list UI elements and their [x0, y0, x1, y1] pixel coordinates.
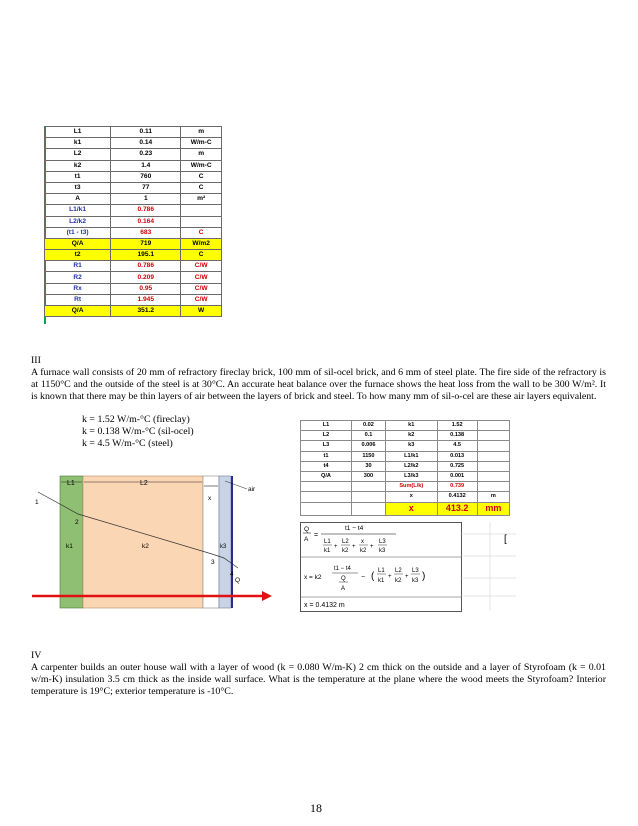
sheet1-cell-label: Rt	[45, 294, 111, 305]
sheet1-cell-value: 719	[111, 238, 181, 249]
sheet2-cell-c: k1	[385, 421, 437, 431]
furnace-wall-diagram	[30, 466, 295, 611]
sheet2-cell-e	[477, 441, 509, 451]
sheet1-cell-unit: C/W	[181, 294, 222, 305]
sheet1-cell-value: 1	[111, 194, 181, 205]
k-steel: k = 4.5 W/m-°C (steel)	[82, 438, 173, 449]
sheet1-cell-label: A	[45, 194, 111, 205]
sheet1-cell-label: L1	[45, 127, 111, 138]
sheet1-cell-value: 683	[111, 227, 181, 238]
sheet1-row	[45, 171, 222, 182]
formula-result: x = 0.4132 m	[304, 602, 345, 609]
sheet1-cell-unit: C/W	[181, 261, 222, 272]
svg-text:+: +	[334, 544, 338, 550]
result-label: x	[385, 502, 437, 515]
problem-4-heading: IV	[31, 650, 42, 661]
sheet1-cell-label: R1	[45, 261, 111, 272]
sheet1-cell-unit: m	[181, 149, 222, 160]
sheet1-row	[45, 306, 222, 317]
equivalent-thickness-formula	[300, 522, 462, 612]
sheet2-cell-e	[477, 461, 509, 471]
formula-a: A	[304, 536, 309, 543]
sheet1-cell-value: 0.209	[111, 272, 181, 283]
sheet1-row	[45, 250, 222, 261]
sheet2-cell-b: 30	[351, 461, 385, 471]
label-l2: L2	[140, 480, 148, 487]
sheet1-cell-unit: m²	[181, 194, 222, 205]
problem-3-heading: III	[31, 355, 41, 366]
label-air: air	[248, 486, 256, 493]
sheet2-cell-d: 0.001	[437, 471, 477, 481]
label-k1: k1	[66, 543, 73, 550]
sheet2-row	[301, 471, 510, 481]
sheet1-cell-value: 760	[111, 171, 181, 182]
label-k3: k3	[220, 544, 227, 550]
sheet2-cell-b: 0.02	[351, 421, 385, 431]
sheet2-cell-a	[301, 492, 352, 502]
empty-grid-cells	[460, 522, 516, 610]
sheet2-cell-a: L1	[301, 421, 352, 431]
sheet1-cell-unit: C	[181, 171, 222, 182]
term-k2b: k2	[360, 548, 367, 554]
sheet1-cell-unit: W/m-C	[181, 160, 222, 171]
page-number: 18	[310, 801, 322, 815]
sheet2-cell-d: 0.138	[437, 431, 477, 441]
label-l1: L1	[67, 480, 75, 487]
label-k2: k2	[142, 543, 149, 550]
sheet1-cell-unit	[181, 205, 222, 216]
sheet1-row	[45, 138, 222, 149]
sheet1-cell-label: L2/k2	[45, 216, 111, 227]
sheet1-cell-label: k1	[45, 138, 111, 149]
silocel-layer	[83, 476, 203, 608]
sheet2-cell-c: k2	[385, 431, 437, 441]
sheet2-cell-e	[477, 431, 509, 441]
furnace-spreadsheet-2	[300, 420, 510, 516]
sheet1-cell-unit: C	[181, 182, 222, 193]
svg-text:−: −	[361, 574, 366, 581]
term-L3: L3	[379, 539, 386, 545]
sheet1-cell-label: t1	[45, 171, 111, 182]
sheet2-row	[301, 451, 510, 461]
sheet1-cell-value: 1.945	[111, 294, 181, 305]
sheet1-row	[45, 294, 222, 305]
sheet2-cell-b	[351, 482, 385, 492]
sheet1-cell-label: (t1 - t3)	[45, 227, 111, 238]
formula-a2: A	[341, 586, 346, 592]
sheet2-cell-d: 0.013	[437, 451, 477, 461]
sheet2-cell-a: L3	[301, 441, 352, 451]
svg-text:): )	[422, 571, 426, 582]
k-silocel: k = 0.138 W/m-°C (sil-ocel)	[82, 426, 194, 437]
svg-text:+: +	[388, 574, 392, 580]
sheet1-row	[45, 216, 222, 227]
sheet1-row	[45, 238, 222, 249]
sheet2-cell-d: 1.52	[437, 421, 477, 431]
formula-numerator: t1 − t4	[345, 525, 364, 532]
term-L2: L2	[342, 539, 349, 545]
sheet1-row	[45, 272, 222, 283]
sheet1-cell-value: 0.14	[111, 138, 181, 149]
sheet1-cell-unit: m	[181, 127, 222, 138]
sheet1-cell-value: 351.2	[111, 306, 181, 317]
sheet1-cell-label: t2	[45, 250, 111, 261]
sheet2-row	[301, 421, 510, 431]
sheet2-row	[301, 431, 510, 441]
sheet2-cell-d: 0.4132	[437, 492, 477, 502]
fireclay-layer	[60, 476, 83, 608]
sheet2-cell-e	[477, 451, 509, 461]
sheet1-cell-unit	[181, 216, 222, 227]
sheet2-cell-e: m	[477, 492, 509, 502]
problem-4-text: A carpenter builds an outer house wall with a layer of wood (k = 0.080 W/m-K) 2 cm thick on the outside and a layer of Styrofoam (k = 0.01 w/m-K) insulation 3.5 cm thick as the inside wall surface. What is the temperature at the plane where the wood meets the Styrofoam? Interior temperature is 19°C; exterior temperature is -10°C.	[31, 662, 606, 698]
sheet2-cell-a	[301, 482, 352, 492]
term-k1: k1	[324, 548, 331, 554]
label-q: Q	[235, 577, 241, 584]
term-L1: L1	[324, 539, 331, 545]
heat-flow-arrowhead	[262, 591, 272, 601]
sheet1-row	[45, 160, 222, 171]
sheet1-cell-unit: W/m-C	[181, 138, 222, 149]
term-k3: k3	[379, 548, 386, 554]
sheet1-cell-value: 77	[111, 182, 181, 193]
node-4: 4	[230, 571, 234, 578]
sheet2-cell-a: t4	[301, 461, 352, 471]
sheet1-row	[45, 182, 222, 193]
formula-q: Q	[304, 526, 310, 533]
sheet2-cell-c: k3	[385, 441, 437, 451]
sheet2-cell-c: L3/k3	[385, 471, 437, 481]
sheet1-cell-label: k2	[45, 160, 111, 171]
sheet1-cell-value: 0.95	[111, 283, 181, 294]
svg-text:L3: L3	[412, 568, 419, 574]
sheet1-cell-unit: C	[181, 250, 222, 261]
label-x: x	[208, 495, 212, 502]
sheet2-cell-e	[477, 482, 509, 492]
sheet2-row	[301, 482, 510, 492]
svg-text:L1: L1	[378, 568, 385, 574]
svg-text:[: [	[504, 534, 507, 545]
sheet1-cell-value: 1.4	[111, 160, 181, 171]
sheet2-cell-d: 0.725	[437, 461, 477, 471]
sheet2-row	[301, 492, 510, 502]
result-unit: mm	[477, 502, 509, 515]
sheet2-cell-c: Sum(L/k)	[385, 482, 437, 492]
sheet2-cell-e	[477, 471, 509, 481]
problem-3-text: A furnace wall consists of 20 mm of refractory fireclay brick, 100 mm of sil-ocel brick, and 6 mm of steel plate. The fire side of the refractory is at 1150°C and the outside of the steel is at 30°C. An accurate heat balance over the furnace shows the heat loss from the wall to be 300 W/m². It is known that there may be thin layers of air between the layers of brick and steel. To how many mm of sil-o-cel are these air layers equivalent.	[31, 367, 606, 403]
svg-text:+: +	[405, 574, 409, 580]
node-3: 3	[211, 559, 215, 566]
sheet1-cell-value: 0.786	[111, 205, 181, 216]
result-value: 413.2	[437, 502, 477, 515]
sheet2-cell-a: t1	[301, 451, 352, 461]
sheet1-cell-value: 0.11	[111, 127, 181, 138]
sheet1-cell-unit: W	[181, 306, 222, 317]
sheet2-cell-b	[351, 492, 385, 502]
node-2: 2	[75, 519, 79, 526]
sheet1-cell-label: Rx	[45, 283, 111, 294]
sheet1-row	[45, 127, 222, 138]
svg-text:+: +	[352, 544, 356, 550]
svg-text:(: (	[371, 571, 375, 582]
sheet2-cell-c: L1/k1	[385, 451, 437, 461]
sheet2-cell-b: 0.1	[351, 431, 385, 441]
sheet1-row	[45, 283, 222, 294]
svg-text:k1: k1	[378, 578, 385, 584]
sheet2-cell-b: 1150	[351, 451, 385, 461]
sheet1-cell-value: 0.164	[111, 216, 181, 227]
sheet2-cell-a: Q/A	[301, 471, 352, 481]
sheet1-row	[45, 149, 222, 160]
term-k2: k2	[342, 548, 349, 554]
sheet1-cell-unit: C/W	[181, 272, 222, 283]
node-1: 1	[35, 499, 39, 506]
formula-num2: t1 − t4	[334, 566, 351, 572]
steel-layer	[219, 476, 231, 608]
result-row	[301, 502, 510, 515]
furnace-spreadsheet-1	[44, 126, 222, 317]
sheet1-row	[45, 205, 222, 216]
formula-xeq: x = k2	[304, 574, 322, 581]
svg-text:L2: L2	[395, 568, 402, 574]
sheet2-cell-d: 4.5	[437, 441, 477, 451]
svg-text:k2: k2	[395, 578, 402, 584]
sheet1-cell-value: 0.786	[111, 261, 181, 272]
sheet1-cell-label: R2	[45, 272, 111, 283]
sheet1-cell-value: 0.23	[111, 149, 181, 160]
sheet1-cell-label: t3	[45, 182, 111, 193]
sheet1-cell-value: 195.1	[111, 250, 181, 261]
term-x: x	[361, 539, 364, 545]
sheet1-cell-unit: W/m2	[181, 238, 222, 249]
sheet1-row	[45, 194, 222, 205]
sheet1-cell-label: L1/k1	[45, 205, 111, 216]
sheet1-cell-label: Q/A	[45, 306, 111, 317]
sheet2-cell-b: 300	[351, 471, 385, 481]
sheet2-cell-c: L2/k2	[385, 461, 437, 471]
sheet1-cell-label: Q/A	[45, 238, 111, 249]
sheet1-row	[45, 227, 222, 238]
svg-text:+: +	[370, 544, 374, 550]
sheet2-cell-e	[477, 421, 509, 431]
sheet1-cell-unit: C/W	[181, 283, 222, 294]
sheet2-cell-a: L2	[301, 431, 352, 441]
sheet1-row	[45, 261, 222, 272]
sheet2-cell-b: 0.006	[351, 441, 385, 451]
svg-text:k3: k3	[412, 578, 419, 584]
sheet2-row	[301, 441, 510, 451]
k-fireclay: k = 1.52 W/m-°C (fireclay)	[82, 414, 190, 425]
svg-text:=: =	[314, 532, 319, 539]
sheet2-cell-d: 0.739	[437, 482, 477, 492]
sheet2-row	[301, 461, 510, 471]
sheet1-cell-label: L2	[45, 149, 111, 160]
sheet2-cell-c: x	[385, 492, 437, 502]
sheet1-cell-unit: C	[181, 227, 222, 238]
formula-q2: Q	[341, 576, 346, 582]
